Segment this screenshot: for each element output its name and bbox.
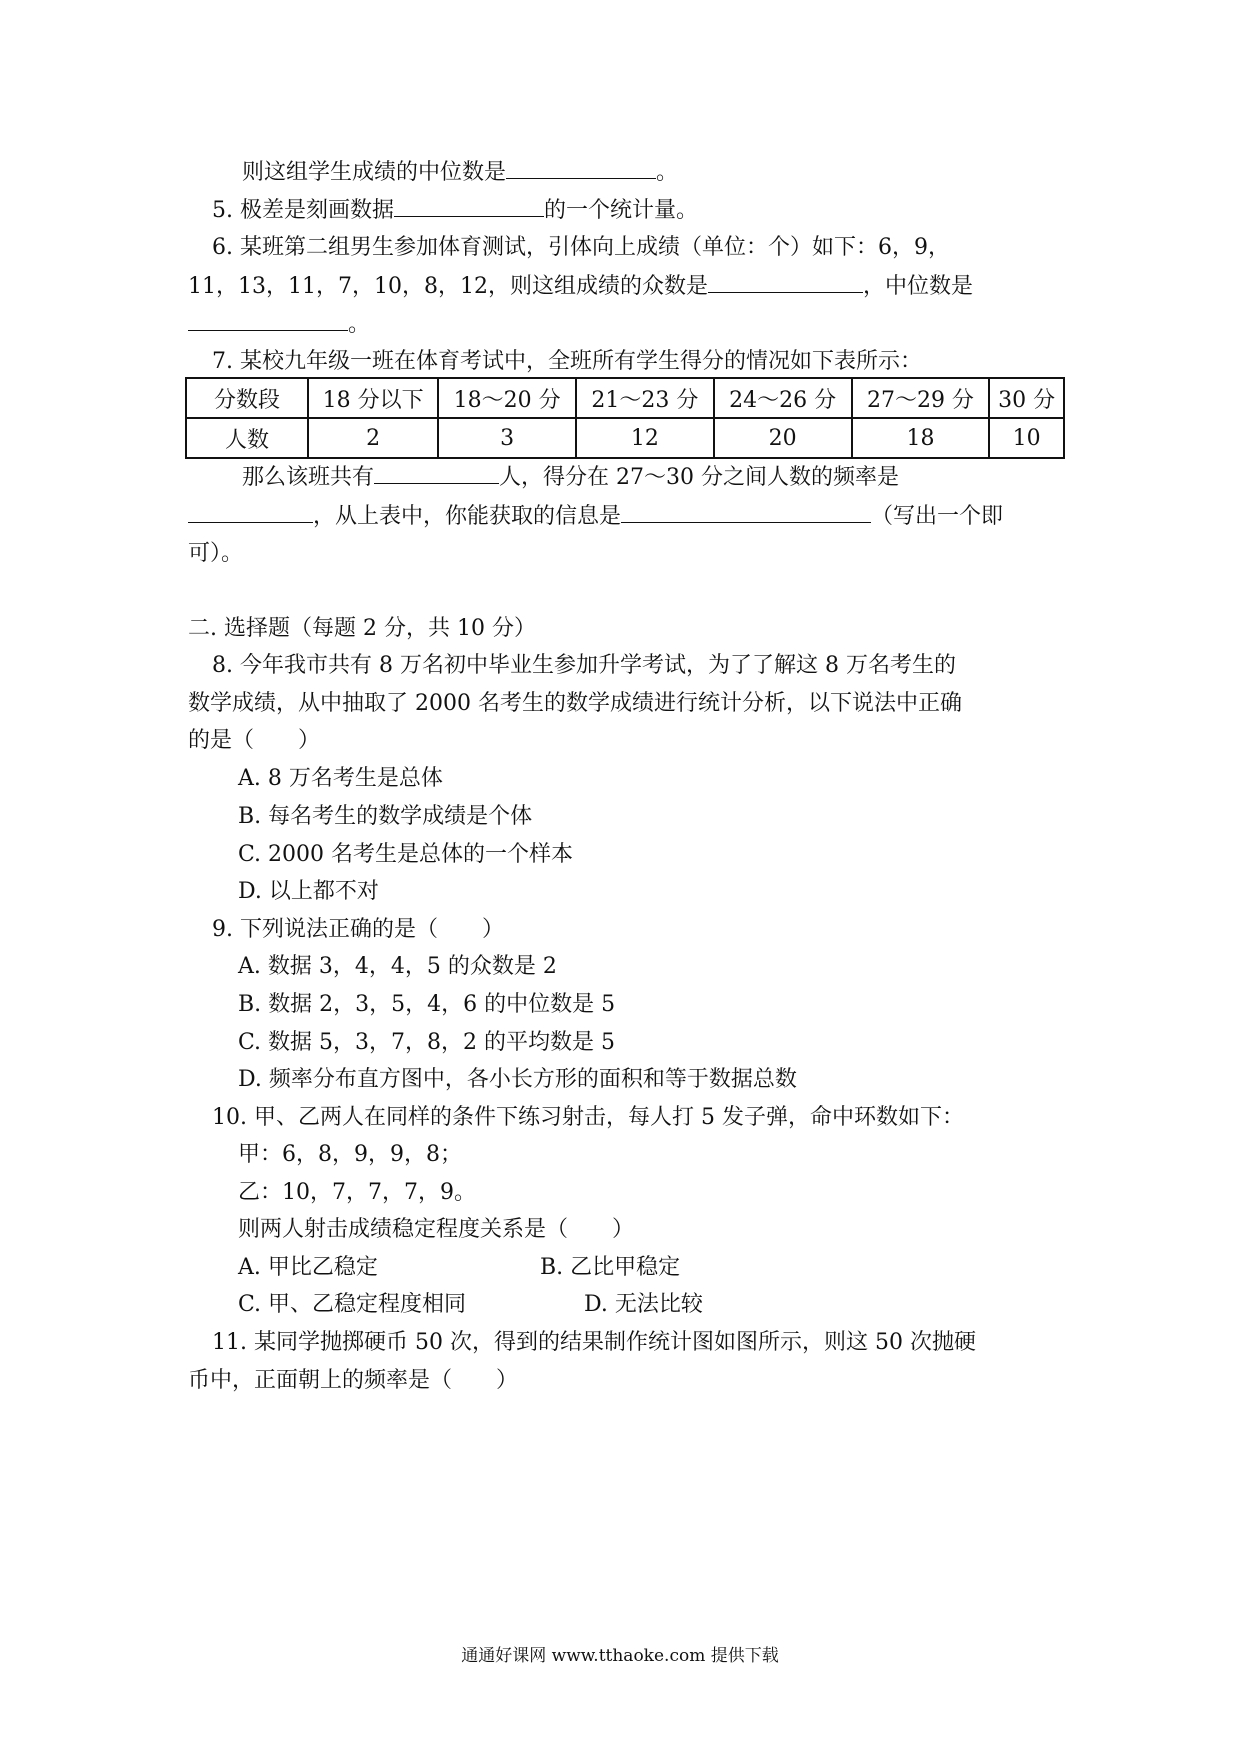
question-8-line2: 数学成绩，从中抽取了 2000 名考生的数学成绩进行统计分析，以下说法中正确 <box>188 691 962 716</box>
option: A. 数据 3，4，4，5 的众数是 2 <box>238 954 557 979</box>
question-7-after2: ，从上表中，你能获取的信息是 （写出一个即 <box>188 502 1003 532</box>
option: D. 频率分布直方图中，各小长方形的面积和等于数据总数 <box>238 1067 797 1092</box>
option: B. 乙比甲稳定 <box>540 1255 681 1280</box>
q10-jia: 甲：6，8，9，9，8； <box>238 1142 462 1167</box>
answer-blank <box>621 504 871 523</box>
option: A. 8 万名考生是总体 <box>238 766 443 791</box>
answer-blank <box>394 198 544 217</box>
q4-continuation: 则这组学生成绩的中位数是 。 <box>242 160 679 185</box>
option: C. 2000 名考生是总体的一个样本 <box>238 842 574 867</box>
answer-blank <box>188 504 313 523</box>
question-10: 10. 甲、乙两人在同样的条件下练习射击，每人打 5 发子弹，命中环数如下： <box>212 1105 964 1130</box>
option: B. 数据 2，3，5，4，6 的中位数是 5 <box>238 992 616 1017</box>
option: A. 甲比乙稳定 <box>238 1255 378 1280</box>
q10-yi: 乙：10，7，7，7，9。 <box>238 1180 476 1205</box>
score-table <box>185 377 1065 459</box>
option: C. 甲、乙稳定程度相同 <box>238 1292 467 1317</box>
question-5: 5. 极差是刻画数据 的一个统计量。 <box>212 198 699 223</box>
question-8-line3: 的是（ ） <box>188 728 321 753</box>
question-11-line2: 币中，正面朝上的频率是（ ） <box>188 1368 519 1393</box>
option: B. 每名考生的数学成绩是个体 <box>238 804 533 829</box>
table-row: 人数 2 3 12 20 18 10 <box>186 418 1064 458</box>
question-6-line3: 。 <box>188 310 370 340</box>
answer-blank <box>188 312 348 331</box>
page-footer: 通通好课网 www.tthaoke.com 提供下载 <box>461 1646 779 1666</box>
table-row: 分数段 18 分以下 18～20 分 21～23 分 24～26 分 27～29 分 30 分 <box>186 378 1064 418</box>
option: D. 无法比较 <box>584 1292 703 1317</box>
option: D. 以上都不对 <box>238 879 379 904</box>
answer-blank <box>374 465 499 484</box>
question-6-line2: 11，13，11，7，10，8，12，则这组成绩的众数是 ，中位数是 <box>188 274 973 299</box>
question-9: 9. 下列说法正确的是（ ） <box>212 917 505 942</box>
option: C. 数据 5，3，7，8，2 的平均数是 5 <box>238 1030 615 1055</box>
answer-blank <box>506 160 656 179</box>
question-6-line1: 6. 某班第二组男生参加体育测试，引体向上成绩（单位：个）如下：6，9， <box>212 235 950 260</box>
question-11-line1: 11. 某同学抛掷硬币 50 次，得到的结果制作统计图如图所示，则这 50 次抛硬 <box>212 1330 976 1355</box>
section-title: 二. 选择题（每题 2 分，共 10 分） <box>188 616 536 641</box>
question-7-intro: 7. 某校九年级一班在体育考试中，全班所有学生得分的情况如下表所示： <box>212 349 923 374</box>
question-8-line1: 8. 今年我市共有 8 万名初中毕业生参加升学考试，为了了解这 8 万名考生的 <box>212 653 956 678</box>
question-7-after1: 那么该班共有 人，得分在 27～30 分之间人数的频率是 <box>242 465 899 490</box>
question-7-after3: 可）。 <box>188 541 244 566</box>
answer-blank <box>708 274 863 293</box>
q10-question: 则两人射击成绩稳定程度关系是（ ） <box>238 1217 635 1242</box>
